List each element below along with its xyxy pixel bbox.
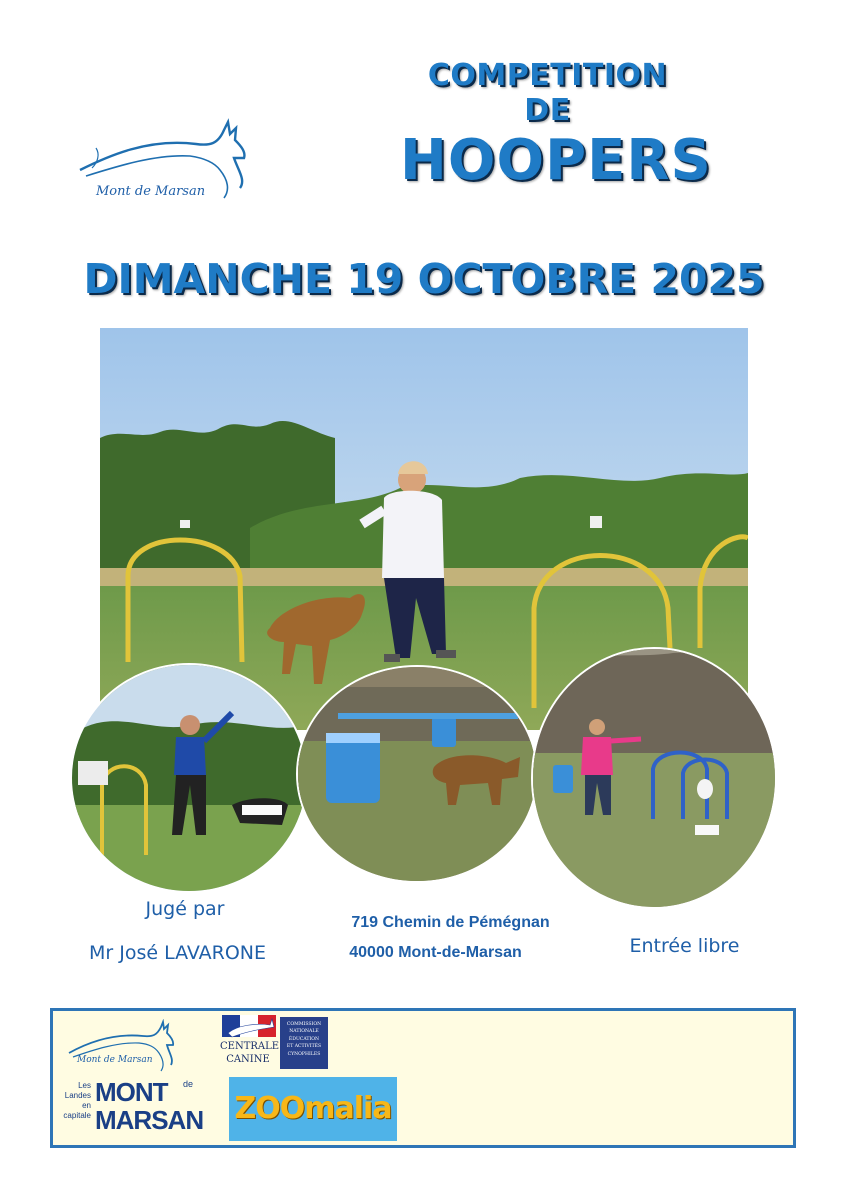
club-logo: [78, 118, 250, 208]
photo-circle-right: [531, 647, 777, 909]
sponsor-club-logo: [67, 1019, 177, 1073]
city-small-text: [63, 1081, 91, 1121]
judge-name: Mr José LAVARONE: [88, 942, 267, 964]
city-small-line: Landes: [64, 1091, 91, 1100]
club-logo-text: Mont de Marsan: [96, 184, 206, 199]
cneac-line: ÉDUCATION: [288, 1036, 320, 1042]
photo-circle-left: [70, 663, 308, 893]
judge-label: Jugé par: [145, 898, 225, 920]
centrale-canine-logo: [220, 1015, 330, 1073]
title-competition: COMPETITION DE: [427, 58, 668, 128]
city-small-line: capitale: [63, 1111, 91, 1120]
cneac-block: [280, 1017, 328, 1069]
photo-circle-middle: [296, 665, 538, 883]
centrale-line-2: CANINE: [226, 1054, 270, 1065]
centrale-line-1: CENTRALE: [220, 1041, 280, 1052]
event-date: DIMANCHE 19 OCTOBRE 2025: [83, 255, 765, 303]
sponsor-club-logo-text: Mont de Marsan: [77, 1055, 153, 1065]
french-flag-dog-icon: [222, 1015, 276, 1039]
zoomalia-logo: [229, 1077, 397, 1141]
city-de: de: [183, 1079, 194, 1089]
sponsor-box: [50, 1008, 796, 1148]
title-hoopers: HOOPERS: [400, 128, 712, 193]
cneac-line: NATIONALE: [289, 1029, 319, 1035]
zoomalia-text: ZOOmalia: [234, 1091, 392, 1126]
cneac-line: COMMISSION: [286, 1022, 322, 1027]
entry-free: Entrée libre: [629, 935, 740, 957]
mont-de-marsan-city-logo: [63, 1077, 215, 1141]
city-small-line: Les: [78, 1081, 91, 1090]
city-small-line: en: [82, 1101, 91, 1110]
city-big-1: MONT: [95, 1077, 168, 1107]
address-line-2: 40000 Mont-de-Marsan: [349, 944, 522, 961]
city-big-2: MARSAN: [95, 1105, 204, 1135]
cneac-line: CYNOPHILES: [287, 1051, 321, 1057]
address-line-1: 719 Chemin de Pémégnan: [351, 914, 550, 931]
cneac-line: ET ACTIVITÉS: [286, 1044, 322, 1050]
